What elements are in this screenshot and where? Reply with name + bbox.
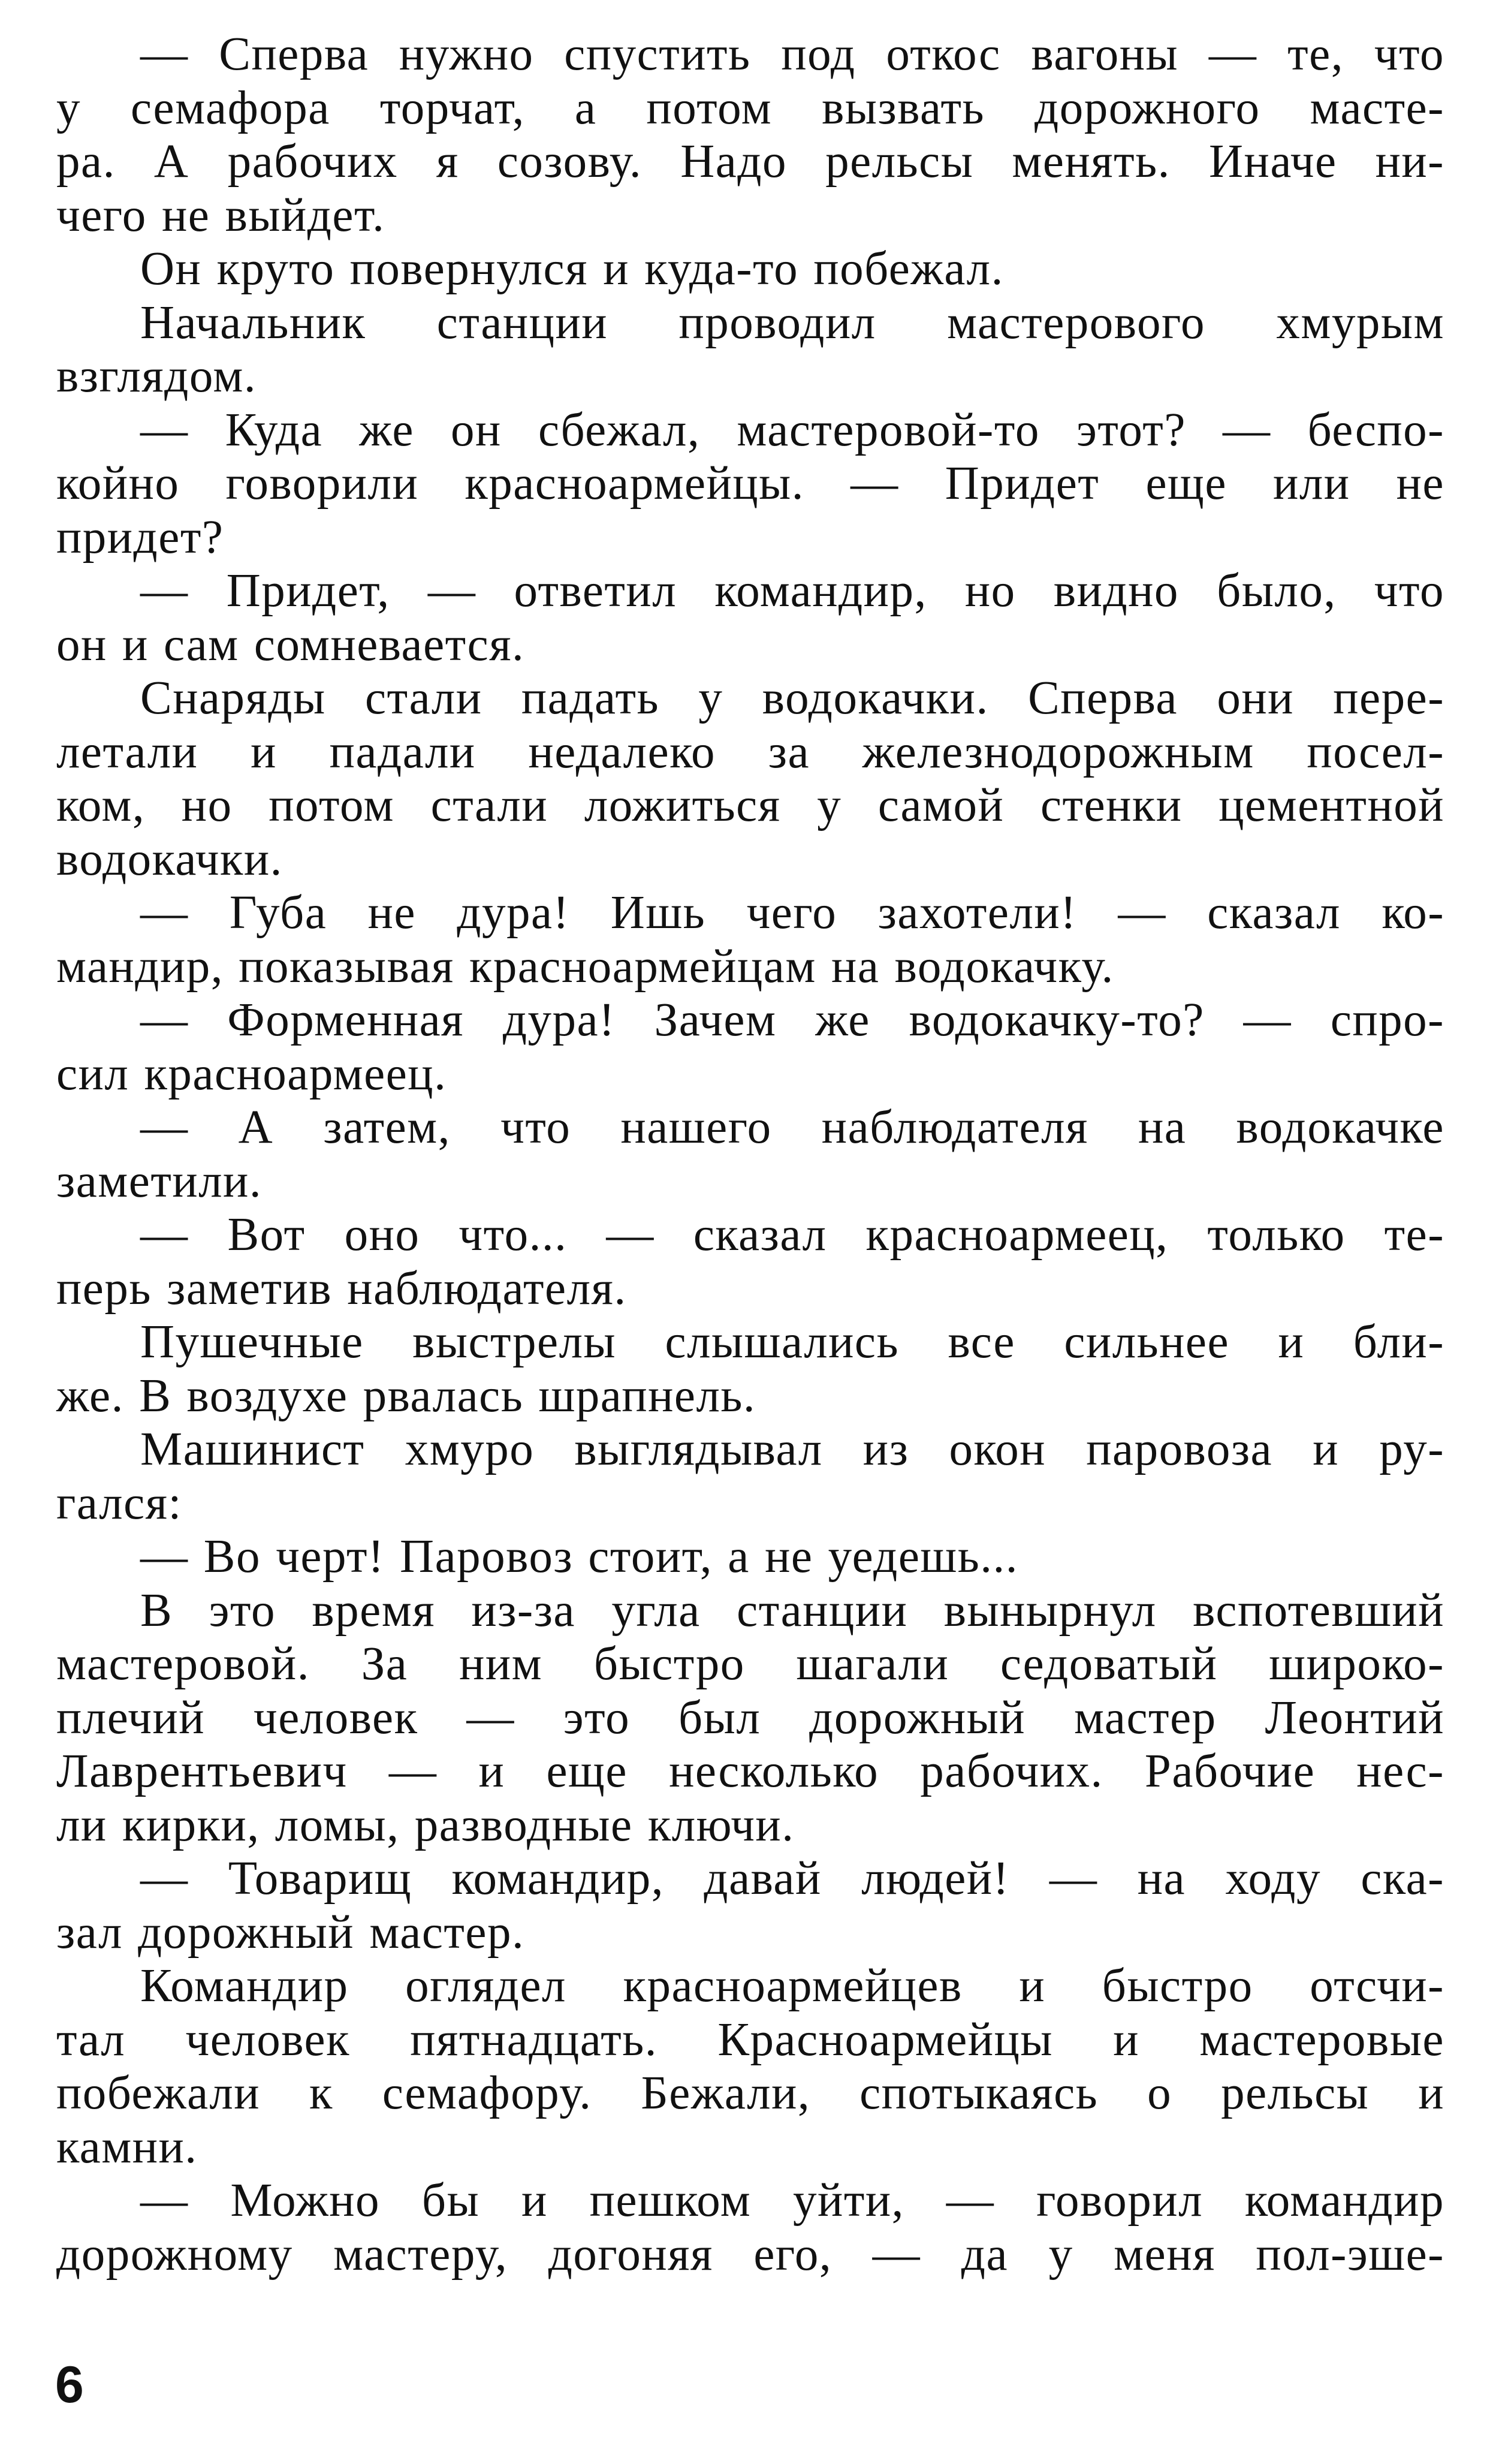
text-line: водокачки. — [56, 833, 283, 885]
text-line: мандир, показывая красноармейцам на водокачку. — [56, 940, 1114, 993]
text-line: В это время из-за угла станции вынырнул вспотевший — [140, 1584, 1444, 1637]
text-line: дорожному мастеру, догоняя его, — да у меня пол-эше- — [56, 2228, 1444, 2281]
text-line: мастеровой. За ним быстро шагали седоватый широко- — [56, 1638, 1444, 1690]
text-line: — Куда же он сбежал, мастеровой-то этот? — беспо- — [140, 403, 1444, 456]
text-line: зал дорожный мастер. — [56, 1906, 525, 1959]
text-line: — Можно бы и пешком уйти, — говорил командир — [140, 2174, 1444, 2227]
text-line: Пушечные выстрелы слышались все сильнее и бли- — [140, 1316, 1444, 1368]
text-line: Машинист хмуро выглядывал из окон паровоза и ру- — [140, 1423, 1444, 1475]
text-line: — Во черт! Паровоз стоит, а не уедешь... — [140, 1531, 1019, 1583]
text-line: — Форменная дура! Зачем же водокачку-то? — спро- — [140, 994, 1444, 1046]
text-line: перь заметив наблюдателя. — [56, 1262, 627, 1315]
body-text — [56, 28, 1444, 2281]
text-line: ра. А рабочих я созову. Надо рельсы менять. Иначе ни- — [56, 135, 1444, 188]
text-line: заметили. — [56, 1155, 263, 1207]
text-line: Снаряды стали падать у водокачки. Сперва они пере- — [140, 672, 1444, 724]
text-line: камни. — [56, 2120, 198, 2173]
text-line: Командир оглядел красноармейцев и быстро отсчи- — [140, 1960, 1444, 2012]
text-line: летали и падали недалеко за железнодорожным посел- — [56, 725, 1444, 778]
text-line: — Сперва нужно спустить под откос вагоны — те, что — [140, 28, 1444, 80]
text-line: койно говорили красноармейцы. — Придет еще или не — [56, 457, 1444, 510]
text-line: Лаврентьевич — и еще несколько рабочих. Рабочие нес- — [56, 1745, 1444, 1797]
text-line: взглядом. — [56, 350, 257, 402]
text-line: — Губа не дура! Ишь чего захотели! — сказал ко- — [140, 887, 1444, 939]
text-line: ком, но потом стали ложиться у самой стенки цементной — [56, 779, 1444, 832]
text-line: Он круто повернулся и куда-то побежал. — [140, 243, 1004, 295]
text-line: сил красноармеец. — [56, 1047, 447, 1100]
text-line: — Товарищ командир, давай людей! — на ходу ска- — [140, 1852, 1444, 1905]
text-line: придет? — [56, 511, 224, 564]
text-line: же. В воздухе рвалась шрапнель. — [56, 1369, 756, 1422]
text-line: плечий человек — это был дорожный мастер Леонтий — [56, 1691, 1444, 1744]
text-line: побежали к семафору. Бежали, спотыкаясь о рельсы и — [56, 2067, 1444, 2119]
text-line: у семафора торчат, а потом вызвать дорожного масте- — [56, 82, 1444, 134]
text-line: — А затем, что нашего наблюдателя на водокачке — [140, 1101, 1444, 1153]
text-line: чего не выйдет. — [56, 189, 385, 242]
text-line: Начальник станции проводил мастерового хмурым — [140, 296, 1444, 349]
text-line: — Придет, — ответил командир, но видно было, что — [140, 565, 1444, 617]
text-line: — Вот оно что... — сказал красноармеец, только те- — [140, 1209, 1444, 1261]
text-line: он и сам сомневается. — [56, 618, 525, 671]
text-line: гался: — [56, 1477, 182, 1529]
text-line: ли кирки, ломы, разводные ключи. — [56, 1799, 795, 1851]
page-number: 6 — [55, 2356, 84, 2414]
text-line: тал человек пятнадцать. Красноармейцы и мастеровые — [56, 2013, 1444, 2066]
